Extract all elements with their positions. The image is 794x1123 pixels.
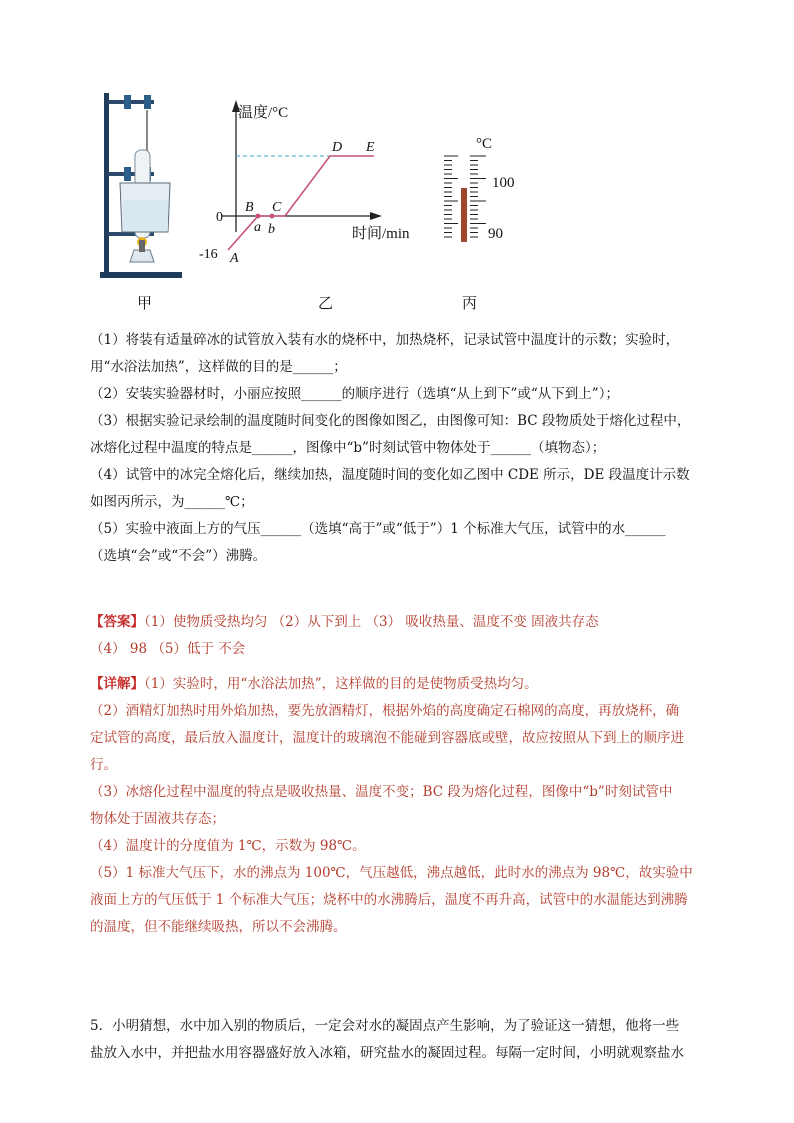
caption-jia: 甲 [137,294,153,312]
question-line: 冰熔化过程中温度的特点是______，图像中“b”时刻试管中物体处于______（填物态）； [90,440,606,456]
origin-label: 0 [216,210,223,225]
explain-line: 定试管的高度，最后放入温度计，温度计的玻璃泡不能碰到容器底或壁，故应按照从下到上的顺序进 [90,730,684,746]
question-5-line: 5．小明猜想，水中加入别的物质后，一定会对水的凝固点产生影响，为了验证这一猜想，他将一些 [90,1018,680,1034]
question-line: （4）试管中的冰完全熔化后，继续加热，温度随时间的变化如乙图中 CDE 所示，DE 段温度计示数 [90,467,690,483]
question-line: （3）根据实验记录绘制的温度随时间变化的图像如图乙，由图像可知：BC 段物质处于熔化过程中， [90,413,691,429]
explain-line: 液面上方的气压低于 1 个标准大气压；烧杯中的水沸腾后，温度不再升高，试管中的水温能达到沸腾 [90,892,688,908]
tick-90-label: 90 [488,226,503,242]
caption-bing: 丙 [462,294,478,312]
point-d-label: D [332,140,343,155]
answer-line-2: （4） 98 （5）低于 不会 [90,641,246,657]
caption-yi: 乙 [318,294,334,312]
figures-area [0,0,794,320]
point-b-label: B [245,200,254,215]
apparatus-illustration [100,93,182,278]
explain-line: （5）1 标准大气压下，水的沸点为 100℃，气压越低，沸点越低，此时水的沸点为 98℃，故实验中 [90,865,693,881]
question-block [90,330,710,573]
explain-line: 行。 [90,757,117,773]
neg-temp-label: -16 [199,247,218,262]
point-a-label: A [230,251,239,266]
answer-line-1: （1）使物质受热均匀 （2）从下到上 （3） 吸收热量、温度不变 固液共存态 [144,614,599,630]
question-line: （1）将装有适量碎冰的试管放入装有水的烧杯中，加热烧杯，记录试管中温度计的示数；实验时， [90,332,680,348]
question-5-block [90,1016,710,1070]
explain-line: （4）温度计的分度值为 1℃，示数为 98℃。 [90,838,366,854]
explain-block [90,674,710,944]
question-line: 如图丙所示，为______℃； [90,494,254,510]
point-c-label: C [272,200,282,215]
point-e-label: E [366,140,375,155]
thermometer-scale [444,136,515,242]
y-axis-label: 温度/°C [238,105,289,121]
explain-tag: 【详解】 [90,676,144,692]
question-line: （2）安装实验器材时，小丽应按照______的顺序进行（选填“从上到下”或“从下到上”）； [90,386,619,402]
question-line: （5）实验中液面上方的气压______（选填“高于”或“低于”）1 个标准大气压，试管中的水______ [90,521,666,537]
x-axis-label: 时间/min [352,226,410,242]
time-b-label: b [268,222,275,237]
answer-tag: 【答案】 [90,614,144,630]
question-line: 用“水浴法加热”，这样做的目的是______； [90,359,347,375]
question-line: （选填“会”或“不会”）沸腾。 [90,548,267,564]
explain-line: （1）实验时，用“水浴法加热”，这样做的目的是使物质受热均匀。 [144,676,538,692]
explain-line: 物体处于固液共存态； [90,811,225,827]
answer-block [90,612,710,666]
time-a-label: a [254,220,261,235]
explain-line: 的温度，但不能继续吸热，所以不会沸腾。 [90,919,347,935]
question-5-line: 盐放入水中，并把盐水用容器盛好放入冰箱，研究盐水的凝固过程。每隔一定时间，小明就观察盐水 [90,1045,684,1061]
thermometer-unit: °C [476,136,493,152]
explain-line: （3）冰熔化过程中温度的特点是吸收热量、温度不变；BC 段为熔化过程，图像中“b”时刻试管中 [90,784,673,800]
tick-100-label: 100 [492,175,515,191]
explain-line: （2）酒精灯加热时用外焰加热，要先放酒精灯，根据外焰的高度确定石棉网的高度，再放烧杯，确 [90,703,680,719]
temperature-time-graph [199,100,410,266]
